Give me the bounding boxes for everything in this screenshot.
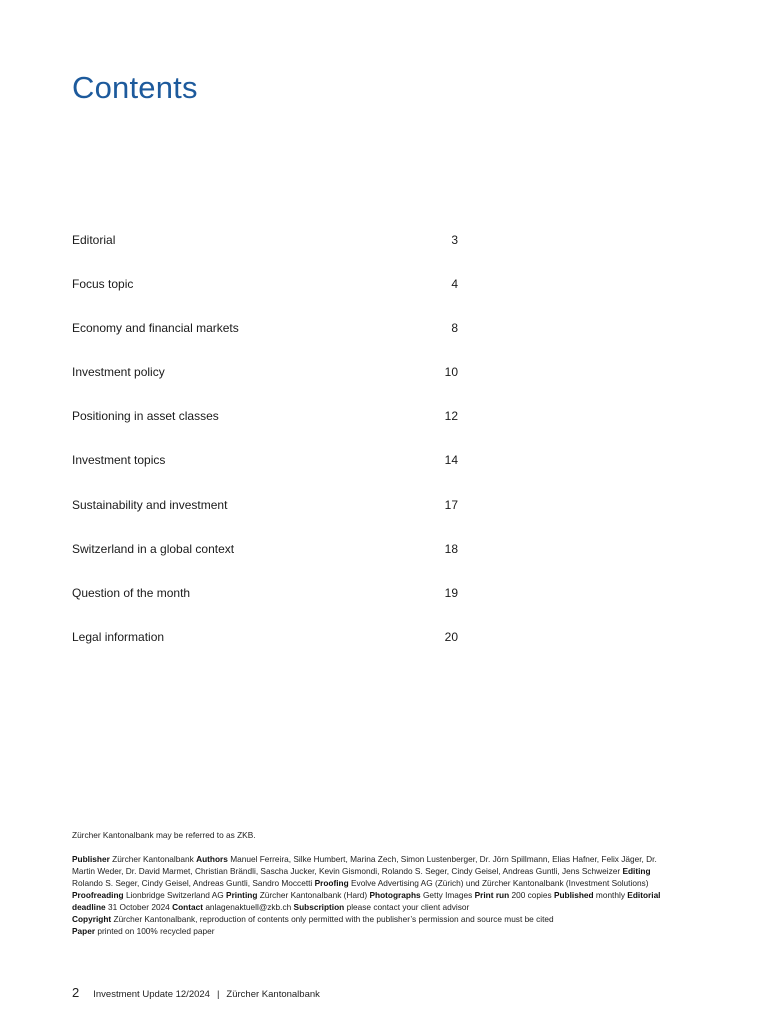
editing-label: Editing bbox=[622, 866, 651, 876]
toc-entry-page: 4 bbox=[451, 277, 458, 292]
publisher-value: Zürcher Kantonalbank bbox=[112, 854, 194, 864]
toc-entry-label: Investment policy bbox=[72, 365, 165, 380]
authors-label: Authors bbox=[196, 854, 228, 864]
photographs-value: Getty Images bbox=[422, 890, 473, 900]
copyright-value: Zürcher Kantonalbank, reproduction of contents only permitted with the publisher’s permission and source must be cited bbox=[113, 914, 554, 924]
publication-name: Investment Update 12/2024 bbox=[93, 989, 210, 1000]
published-label: Published bbox=[553, 890, 594, 900]
deadline-value: 31 October 2024 bbox=[107, 902, 170, 912]
deadline-label: Editorial deadline bbox=[72, 890, 661, 912]
footer-separator: | bbox=[216, 989, 220, 1000]
toc-entry-economy[interactable] bbox=[72, 318, 458, 362]
toc-entry-page: 10 bbox=[444, 365, 458, 380]
paper-label: Paper bbox=[72, 926, 96, 936]
toc-entry-positioning[interactable] bbox=[72, 406, 458, 450]
subscription-label: Subscription bbox=[293, 902, 345, 912]
published-value: monthly bbox=[595, 890, 625, 900]
printrun-value: 200 copies bbox=[511, 890, 552, 900]
contact-label: Contact bbox=[172, 902, 203, 912]
paper-value: printed on 100% recycled paper bbox=[97, 926, 215, 936]
toc-entry-editorial[interactable] bbox=[72, 230, 458, 274]
toc-entry-question[interactable] bbox=[72, 583, 458, 627]
printrun-label: Print run bbox=[474, 890, 510, 900]
page-title: Contents bbox=[72, 70, 198, 105]
toc-entry-page: 14 bbox=[444, 453, 458, 468]
page-number: 2 bbox=[72, 985, 80, 1000]
toc-entry-page: 18 bbox=[444, 541, 458, 556]
imprint bbox=[72, 829, 672, 937]
toc-entry-legal[interactable] bbox=[72, 627, 458, 671]
toc-entry-label: Question of the month bbox=[72, 585, 191, 600]
bank-name: Zürcher Kantonalbank bbox=[226, 989, 320, 1000]
paper-line bbox=[72, 925, 672, 937]
copyright-line bbox=[72, 913, 672, 925]
toc-entry-page: 8 bbox=[451, 321, 458, 336]
imprint-details bbox=[72, 853, 672, 913]
toc-entry-page: 20 bbox=[444, 629, 458, 644]
toc-entry-label: Positioning in asset classes bbox=[72, 409, 219, 424]
toc-entry-label: Editorial bbox=[72, 233, 116, 247]
printing-label: Printing bbox=[226, 890, 258, 900]
toc-entry-page: 19 bbox=[444, 585, 458, 600]
toc-entry-page: 12 bbox=[444, 409, 458, 424]
toc-entry-page: 3 bbox=[451, 233, 458, 247]
contact-email-link[interactable]: anlagenaktuell@zkb.ch bbox=[205, 902, 292, 912]
toc-entry-investment-policy[interactable] bbox=[72, 362, 458, 406]
toc-entry-page: 17 bbox=[444, 497, 458, 512]
toc-entry-label: Economy and financial markets bbox=[72, 321, 239, 336]
copyright-label: Copyright bbox=[72, 914, 112, 924]
toc-entry-label: Legal information bbox=[72, 629, 165, 644]
toc-entry-label: Investment topics bbox=[72, 453, 166, 468]
proofreading-value: Lionbridge Switzerland AG bbox=[125, 890, 224, 900]
editing-value: Rolando S. Seger, Cindy Geisel, Andreas Guntli, Sandro Moccetti bbox=[72, 878, 313, 888]
toc-entry-switzerland[interactable] bbox=[72, 539, 458, 583]
authors-value: Manuel Ferreira, Silke Humbert, Marina Zech, Simon Lustenberger, Dr. Jörn Spillmann, Elias Hafner, Felix Jäger, Dr. Martin Weder, Dr. David Marmet, Christian Brändli, Sascha Jucker, Kevin Gismondi, Rolando S. Seger, Cindy Geisel, Andreas Guntli, Jens Schweizer bbox=[72, 854, 657, 876]
photographs-label: Photographs bbox=[369, 890, 421, 900]
abbreviation-note: Zürcher Kantonalbank may be referred to as ZKB. bbox=[72, 830, 256, 840]
printing-value: Zürcher Kantonalbank (Hard) bbox=[259, 890, 368, 900]
proofing-label: Proofing bbox=[314, 878, 349, 888]
toc-entry-label: Sustainability and investment bbox=[72, 497, 228, 512]
proofreading-label: Proofreading bbox=[72, 890, 124, 900]
subscription-value: please contact your client advisor bbox=[346, 902, 470, 912]
proofing-value: Evolve Advertising AG (Zürich) und Zürcher Kantonalbank (Investment Solutions) bbox=[351, 878, 649, 888]
toc-entry-focus-topic[interactable] bbox=[72, 274, 458, 318]
toc-entry-label: Focus topic bbox=[72, 277, 134, 292]
toc-entry-investment-topics[interactable] bbox=[72, 450, 458, 494]
toc-entry-sustainability[interactable] bbox=[72, 495, 458, 539]
toc-entry-label: Switzerland in a global context bbox=[72, 541, 235, 556]
publisher-label: Publisher bbox=[72, 854, 110, 864]
table-of-contents bbox=[72, 230, 458, 671]
page-footer bbox=[72, 985, 320, 1000]
